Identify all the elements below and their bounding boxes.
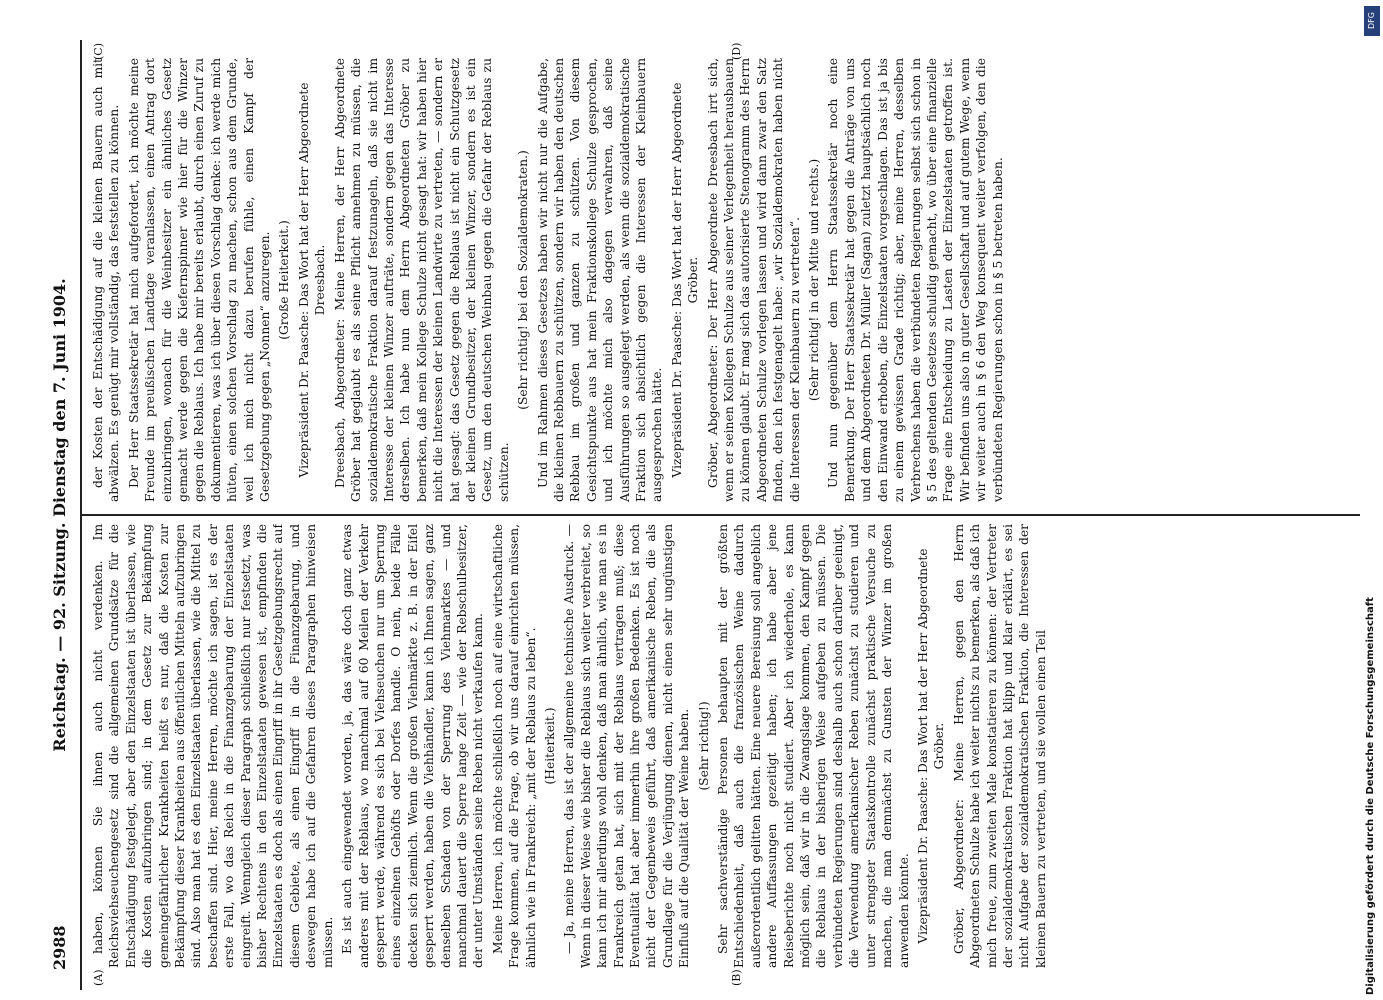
paragraph: Der Herr Staatssekretär hat mich aufgefordert, ich möchte meine Freunde im preußischen Landtage veranlassen, einen Antrag dort einzubringen, wonach für die Weinbesitzer ein ähnliches Gesetz gemacht werde gegen die Kiefernspinner wie hier für die Winzer gegen die Reblaus. Ich habe mir bereits erlaubt, durch einen Zuruf zu dokumentieren, was ich über diesen Vorschlag denke: ich werde mich hüten, einen solchen Vorschlag zu machen, schon aus dem Grunde, weil ich mich nicht dazu berufen fühle, einen Kampf der Gesetzgebung gegen „Nonnen“ anzuregen. bbox=[126, 58, 273, 502]
column-divider bbox=[82, 514, 1360, 516]
interjection-line: Vizepräsident Dr. Paasche: Das Wort hat der Herr Abgeordnete Gröber. bbox=[915, 548, 947, 944]
paragraph: Es ist auch eingewendet worden, ja, das wäre doch ganz etwas anderes mit der Reblaus, wo manchmal auf 60 Meilen der Verkehr gesperrt werde, während es sich bei Viehseuchen nur um Sperrung eines einzelnen Gehöfts oder Dorfes handle. O nein, beide Fälle decken sich ziemlich. Wenn die großen Viehmärkte z. B. in der Eifel gesperrt werden, haben die Viehhändler, kann ich Ihnen sagen, ganz denselben Schaden von der Sperrung des Viehmarktes — und manchmal dauert die Sperre lange Zeit — wie der Rebschulbesitzer, der unter Umständen seine Reben nicht verkaufen kann. bbox=[340, 524, 486, 968]
interjection-line: (Sehr richtig! bei den Sozialdemokraten.) bbox=[516, 150, 531, 410]
paragraph: Gröber, Abgeordneter: Der Herr Abgeordnete Dreesbach irrt sich, wenn er seinen Kollegen Schulze aus seiner Verlegenheit herausbauen zu können glaubt. Er mag sich das autorisierte Stenogramm des Herrn Abgeordneten Schulze vorlegen lassen und wird dann zwar den Satz finden, den ich festgenagelt habe: „wir Sozialdemokraten haben nicht die Interessen der Kleinbauern zu vertreten“. bbox=[705, 58, 802, 502]
interjection-line: (Große Heiterkeit.) bbox=[277, 220, 292, 340]
left-text-column bbox=[90, 524, 1350, 968]
paragraph: Und nun gegenüber dem Herrn Staatssekretär noch eine Bemerkung. Der Herr Staatssekretär hat gegen die Anträge von uns und dem Abgeordneten Dr. Müller (Sagan) zuletzt hauptsächlich noch den Einwand erhoben, die Einzelstaaten vorgeschlagen. Das ist ja bis zu einem gewissen Grade richtig; aber, meine Herren, desselben Verbrechens haben die verbündeten Regierungen selbst sich schon in § 5 des geltenden Gesetzes schuldig gemacht, wo über eine finanzielle Frage eine Entscheidung zu Lasten der Einzelstaaten getroffen ist. Wir befinden uns also in guter Gesellschaft und auf gutem Wege, wenn wir weiter auch in § 6 den Weg konsequent weiter verfolgen, den die verbündeten Regierungen schon in § 5 betreten haben. bbox=[826, 58, 1005, 502]
digitization-notice: Digitalisierung gefördert durch die Deutsche Forschungsgemeinschaft bbox=[1365, 597, 1376, 995]
dfg-logo: DFG bbox=[1364, 6, 1380, 36]
interjection-line: (Sehr richtig!) bbox=[696, 701, 711, 791]
margin-mark-a: (A) bbox=[92, 969, 105, 986]
paragraph: haben, können Sie ihnen auch nicht verdenken. Im Reichsviehseuchengesetz sind die allgemeinen Grundsätze für die Entschädigung festgelegt, aber den Einzelstaaten ist überlassen, wie die Kosten aufzubringen sind; in dem Gesetz zur Bekämpfung gemeingefährlicher Krankheiten heißt es nur, daß die Kosten zur Bekämpfung dieser Krankheiten aus öffentlichen Mitteln aufzubringen sind. Also man hat es den Einzelstaaten überlassen, wie die Mittel zu beschaffen sind. Hier, meine Herren, möchte ich sagen, ist es der erste Fall, wo das Reich in die Finanzgebarung der Einzelstaaten eingreift. Wenngleich dieser Paragraph schließlich nur festsetzt, was bisher Rechtens in den Einzelstaaten gewesen ist, empfinden die Einzelstaaten es doch als einen Eingriff in ihr Gesetzgebungsrecht auf diesem Gebiete, als einen Eingriff in die Finanzgebarung, und deswegen habe ich auf die Gefahren dieses Paragraphen hinweisen müssen. bbox=[91, 524, 335, 968]
paragraph: — Ja, meine Herren, das ist der allgemeine technische Ausdruck. — Wenn in dieser Weise wie bisher die Reblaus sich weiter verbreitet, so kann ich mir allerdings wohl denken, daß man ähnlich, wie man es in Frankreich getan hat, sich mit der Reblaus vertragen muß; diese Eventualität hat aber immerhin ihre großen Bedenken. Es ist noch nicht der Gegenbeweis geführt, daß amerikanische Reben, die als Grundlage für die Verjüngung dienen, nicht einen sehr ungünstigen Einfluß auf die Qualität der Weine haben. bbox=[562, 524, 692, 968]
interjection-line: Vizepräsident Dr. Paasche: Das Wort hat der Herr Abgeordnete Gröber. bbox=[669, 82, 701, 478]
page-number: 2988 bbox=[50, 925, 69, 970]
interjection-line: (Sehr richtig! in der Mitte und rechts.) bbox=[807, 158, 822, 402]
paragraph: Und im Rahmen dieses Gesetzes haben wir nicht nur die Aufgabe, die kleinen Rebbauern zu schützen, sondern wir haben den deutschen Rebbau im großen und ganzen zu schützen. Von diesem Gesichtspunkte aus hat mein Fraktionskollege Schulze gesprochen, und ich möchte mich also dagegen verwahren, daß seine Ausführungen so ausgelegt werden, als wenn die sozialdemokratische Fraktion sich absichtlich gegen die Interessen der Kleinbauern ausgesprochen hätte. bbox=[535, 58, 665, 502]
margin-mark-b: (B) bbox=[730, 969, 743, 986]
margin-mark-c: (C) bbox=[92, 43, 105, 60]
rotated-page-content bbox=[40, 40, 1360, 990]
digitization-footer bbox=[1362, 0, 1383, 1000]
page-header bbox=[40, 40, 82, 990]
paragraph: Sehr sachverständige Personen behaupten mit der größten Entschiedenheit, daß auch die französischen Weine dadurch außerordentlich gelitten hätten. Eine neuere Bereisung soll angeblich andere Auffassungen gezeitigt haben; ich habe aber jene Reiseberichte noch nicht studiert. Aber ich wiederhole, es kann möglich sein, daß wir in die Zwangslage kommen, den Kampf gegen die Reblaus in der bisherigen Weise aufgeben zu müssen. Die verbündeten Regierungen sind deshalb auch schon darüber geeinigt, die Verwendung amerikanischer Reben zunächst zu studieren und unter strengster Staatskontrolle zunächst praktische Versuche zu machen, die man demnächst zu Gunsten der Winzer im großen anwenden könnte. bbox=[716, 524, 911, 968]
interjection-line: Vizepräsident Dr. Paasche: Das Wort hat der Herr Abgeordnete Dreesbach. bbox=[296, 82, 328, 478]
interjection-line: (Heiterkeit.) bbox=[542, 707, 557, 785]
margin-mark-d: (D) bbox=[730, 42, 743, 60]
right-text-column bbox=[90, 58, 1350, 502]
page-title: Reichstag. — 92. Sitzung. Dienstag den 7. Juni 1904. bbox=[50, 278, 69, 752]
scanned-page bbox=[40, 40, 1360, 990]
paragraph: Gröber, Abgeordneter: Meine Herren, gegen den Herrn Abgeordneten Schulze habe ich weiter nichts zu bemerken, als daß ich mich freue, zum zweiten Male konstatieren zu können: der Vertreter der sozialdemokratischen Fraktion hat klipp und klar erklärt, es sei nicht Aufgabe der sozialdemokratischen Fraktion, die Interessen der kleinen Bauern zu vertreten, und sie wollen einen Teil bbox=[951, 524, 1048, 968]
paragraph: Meine Herren, ich möchte schließlich noch auf eine wirtschaftliche Frage kommen, auf die Frage, ob wir uns darauf einrichten müssen, ähnlich wie in Frankreich: „mit der Reblaus zu leben“. bbox=[490, 524, 538, 968]
paragraph: Dreesbach, Abgeordneter: Meine Herren, der Herr Abgeordnete Gröber hat geglaubt es als seine Pflicht annehmen zu müssen, die sozialdemokratische Fraktion darauf festzunageln, daß sie nicht im Interesse der kleinen Winzer aufträte, sondern gegen das Interesse derselben. Ich habe nun dem Herrn Abgeordneten Gröber zu bemerken, daß mein Kollege Schulze nicht gesagt hat: wir haben hier nicht die Interessen der kleinen Landwirte zu vertreten, — sondern er hat gesagt: das Gesetz gegen die Reblaus ist nicht ein Schutzgesetz der kleinen Grundbesitzer, der kleinen Winzer, sondern es ist ein Gesetz, um den deutschen Weinbau gegen die Gefahr der Reblaus zu schützen. bbox=[332, 58, 511, 502]
paragraph: der Kosten der Entschädigung auf die kleinen Bauern auch mit abwälzen. Es genügt mir vollständig, das feststellen zu können. bbox=[91, 58, 122, 502]
